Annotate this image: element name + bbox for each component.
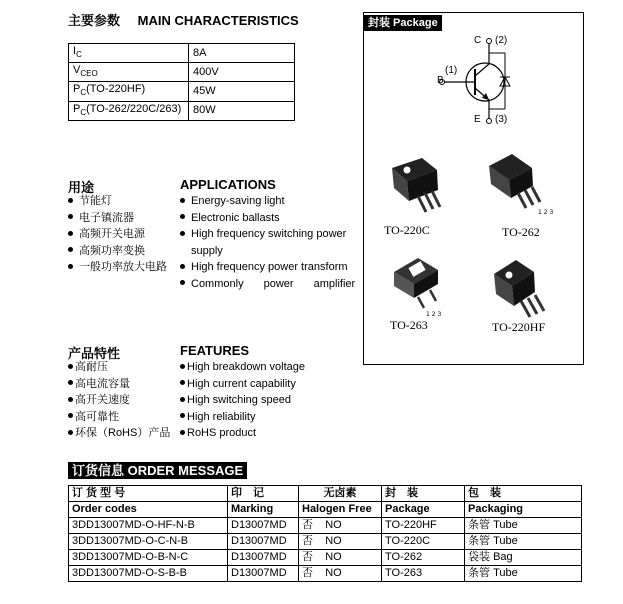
pin-b-label: B <box>437 75 444 86</box>
order-code: 3DD13007MD-O-HF-N-B <box>69 518 228 534</box>
order-header-row-cn <box>69 486 582 502</box>
table-row <box>69 550 582 566</box>
marking: D13007MD <box>228 534 299 550</box>
order-code: 3DD13007MD-O-C-N-B <box>69 534 228 550</box>
package-box <box>363 12 584 365</box>
to263-package-icon <box>386 250 456 320</box>
applications-en-list <box>180 193 356 292</box>
to263-pin-numbers: 1 2 3 <box>426 311 442 318</box>
header-order-codes-cn: 订 货 型 号 <box>69 486 228 502</box>
list-item: 一般功率放大电路 <box>68 259 167 276</box>
header-package: Package <box>382 502 465 518</box>
list-item: 高频功率变换 <box>68 243 167 260</box>
header-package-cn: 封 装 <box>382 486 465 502</box>
header-packaging-cn: 包 装 <box>465 486 582 502</box>
packaging: 条管 Tube <box>465 518 582 534</box>
to220c-label: TO-220C <box>384 223 430 237</box>
package: TO-220HF <box>382 518 465 534</box>
main-title-cn: 主要参数 <box>68 13 121 28</box>
param-value: 8A <box>189 44 295 63</box>
list-item: 高频开关电源 <box>68 226 167 243</box>
table-row <box>69 534 582 550</box>
marking: D13007MD <box>228 566 299 582</box>
list-item: High reliability <box>180 409 305 426</box>
main-title-en: MAIN CHARACTERISTICS <box>137 13 299 28</box>
table-row <box>69 82 295 101</box>
packaging: 袋装 Bag <box>465 550 582 566</box>
table-row <box>69 101 295 120</box>
to220hf-package-icon <box>488 250 558 325</box>
features-en-list <box>180 359 305 442</box>
list-item: 高开关速度 <box>68 392 170 409</box>
package-title: 封装 Package <box>364 15 442 31</box>
pin-c-number: (2) <box>495 35 508 46</box>
list-item: RoHS product <box>180 425 305 442</box>
marking: D13007MD <box>228 550 299 566</box>
param-value: 400V <box>189 63 295 82</box>
list-item: 高电流容量 <box>68 376 170 393</box>
header-halogen-cn: 无卤素 <box>299 486 382 502</box>
pin-c-label: C <box>474 35 482 46</box>
list-item: 高耐压 <box>68 359 170 376</box>
halogen-free: 否 NO <box>299 550 382 566</box>
table-row <box>69 518 582 534</box>
param-name: $V_{CEO}$ <box>69 63 189 82</box>
to220hf-label: TO-220HF <box>492 320 546 334</box>
pin-b-number: (1) <box>445 65 458 76</box>
to220c-package-icon <box>382 148 452 218</box>
list-item: High current capability <box>180 376 305 393</box>
packaging: 条管 Tube <box>465 566 582 582</box>
list-item: 环保（RoHS）产品 <box>68 425 170 442</box>
package: TO-220C <box>382 534 465 550</box>
order-code: 3DD13007MD-O-B-N-C <box>69 550 228 566</box>
table-row <box>69 63 295 82</box>
param-value: 80W <box>189 101 295 120</box>
header-marking-cn: 印 记 <box>228 486 299 502</box>
features-cn-list <box>68 359 170 442</box>
list-item: 高可靠性 <box>68 409 170 426</box>
features-title-cn: 产品特性 <box>68 346 121 361</box>
header-packaging: Packaging <box>465 502 582 518</box>
table-row <box>69 44 295 63</box>
header-marking: Marking <box>228 502 299 518</box>
applications-title-cn: 用途 <box>68 180 95 195</box>
main-characteristics-title <box>68 10 299 29</box>
to263-label: TO-263 <box>390 318 428 332</box>
transistor-symbol <box>434 31 544 141</box>
table-row <box>69 566 582 582</box>
param-name: $P_C(TO-262/220C/263)$ <box>69 101 189 120</box>
marking: D13007MD <box>228 518 299 534</box>
applications-title-en: APPLICATIONS <box>180 177 276 192</box>
packaging: 条管 Tube <box>465 534 582 550</box>
halogen-free: 否 NO <box>299 518 382 534</box>
order-code: 3DD13007MD-O-S-B-B <box>69 566 228 582</box>
list-item: 节能灯 <box>68 193 167 210</box>
param-name: $I_C$ <box>69 44 189 63</box>
pin-e-label: E <box>474 114 481 125</box>
halogen-free: 否 NO <box>299 534 382 550</box>
to262-pin-numbers: 1 2 3 <box>538 209 554 216</box>
list-item: High frequency switching power <box>180 226 353 243</box>
list-item: High frequency power transform <box>180 259 353 276</box>
package: TO-262 <box>382 550 465 566</box>
list-item: High breakdown voltage <box>180 359 305 376</box>
features-title-en: FEATURES <box>180 343 250 358</box>
halogen-free: 否 NO <box>299 566 382 582</box>
list-item-continued: supply <box>191 244 223 257</box>
to262-label: TO-262 <box>502 225 540 239</box>
list-item: Electronic ballasts <box>180 210 353 227</box>
main-characteristics-table <box>68 43 295 121</box>
header-order-codes: Order codes <box>69 502 228 518</box>
pin-e-number: (3) <box>495 114 508 125</box>
order-message-title: 订货信息 ORDER MESSAGE <box>68 462 247 479</box>
param-value: 45W <box>189 82 295 101</box>
list-item: Energy-saving light <box>180 193 353 210</box>
order-header-row-en <box>69 502 582 518</box>
package: TO-263 <box>382 566 465 582</box>
header-halogen-free: Halogen Free <box>299 502 382 518</box>
param-name: $P_C(TO-220HF)$ <box>69 82 189 101</box>
list-item: High switching speed <box>180 392 305 409</box>
list-item: Commonly power amplifier <box>180 276 353 293</box>
order-table <box>68 485 582 582</box>
applications-cn-list <box>68 193 167 276</box>
to262-package-icon <box>484 148 554 218</box>
list-item: 电子镇流器 <box>68 210 167 227</box>
